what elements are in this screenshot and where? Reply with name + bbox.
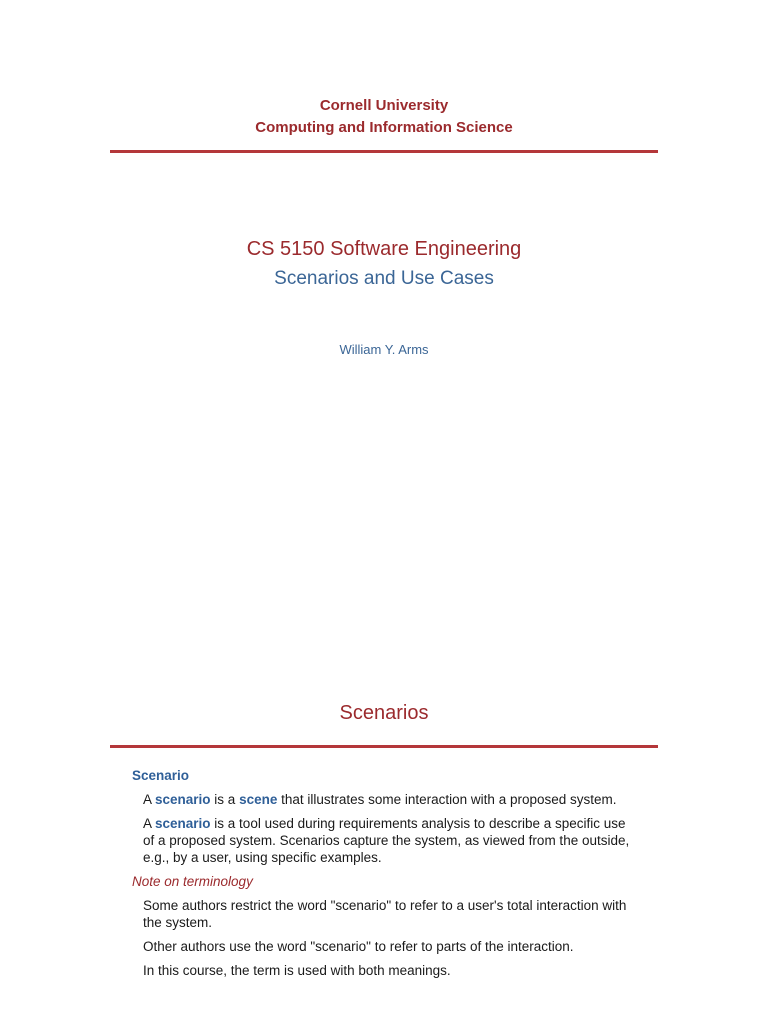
scenarios-slide [0,690,768,1024]
definition-paragraph-2 [143,815,633,866]
department-name: Computing and Information Science [255,119,513,136]
author-name: William Y. Arms [339,342,429,357]
note-paragraph-3: In this course, the term is used with both meanings. [143,963,451,978]
note-paragraph-2: Other authors use the word "scenario" to refer to parts of the interaction. [143,939,574,954]
note-paragraph-1: Some authors restrict the word "scenario" to refer to a user's total interaction with the system. [143,898,627,930]
title-divider [110,745,658,748]
keyword-scene: scene [239,792,278,807]
text-run: A [143,816,156,831]
text-run: is a [210,792,240,807]
keyword-scenario: scenario [155,816,211,831]
header-divider [110,150,658,153]
text-run: is a tool used during requirements analysis to describe a specific use of a proposed system. Scenarios capture the system, as viewed from the outside, e.g., by a user, using specific examples. [143,816,630,865]
title-slide [0,0,768,400]
text-run: that illustrates some interaction with a proposed system. [277,792,617,807]
definition-paragraph-1 [143,791,633,808]
keyword-scenario: scenario [155,792,211,807]
lecture-title: Scenarios and Use Cases [274,268,494,289]
slide-content [132,767,652,986]
slide-title: Scenarios [339,702,429,724]
section-heading: Scenario [132,768,190,783]
note-heading: Note on terminology [132,874,253,889]
text-run: A [143,792,156,807]
institution-name: Cornell University [319,97,449,114]
course-title: CS 5150 Software Engineering [246,238,522,260]
